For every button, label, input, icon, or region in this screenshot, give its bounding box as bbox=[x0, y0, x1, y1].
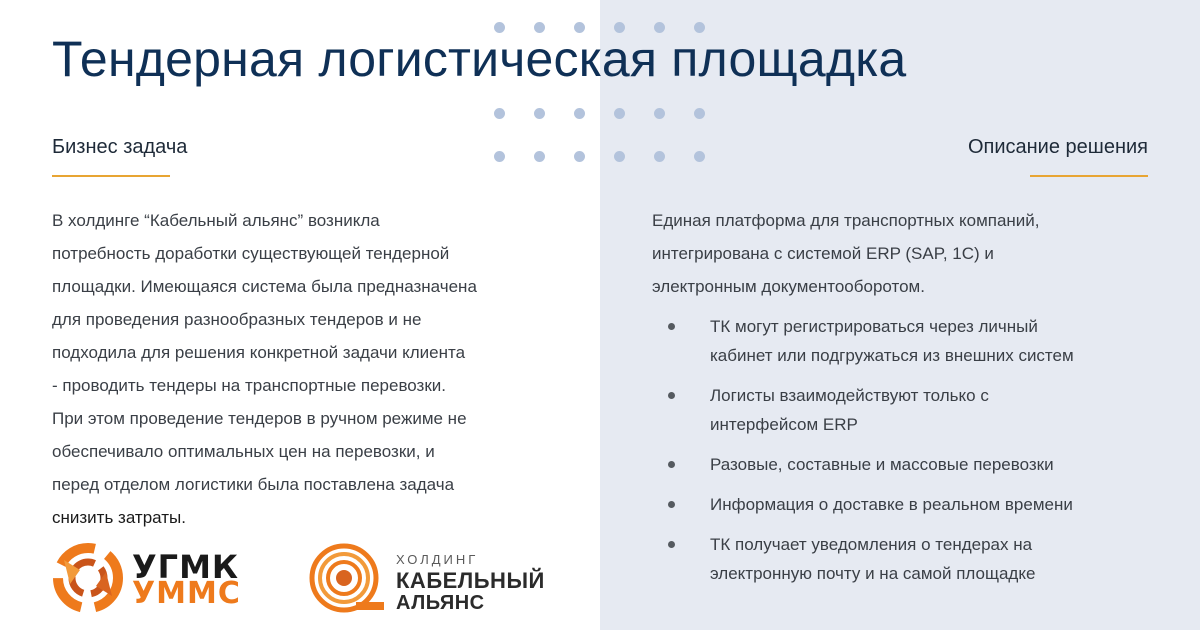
bullet-line: ТК получает уведомления о тендерах на bbox=[710, 535, 1033, 554]
decorative-dot bbox=[574, 108, 585, 119]
intro-line: электронным документооборотом. bbox=[652, 277, 925, 296]
bullet-icon bbox=[668, 501, 675, 508]
task-line: для проведения разнообразных тендеров и не bbox=[52, 310, 422, 329]
cable-alliance-logo bbox=[306, 540, 556, 616]
decorative-dot bbox=[534, 108, 545, 119]
bullet-line: Разовые, составные и массовые перевозки bbox=[710, 455, 1054, 474]
heading-underline-right bbox=[1030, 175, 1148, 177]
ugmk-wordmark: УГМК bbox=[132, 548, 240, 586]
decorative-dot bbox=[494, 108, 505, 119]
bullet-line: Информация о доставке в реальном времени bbox=[710, 495, 1073, 514]
decorative-dot bbox=[494, 151, 505, 162]
task-line: обеспечивало оптимальных цен на перевозки, и bbox=[52, 442, 435, 461]
bullet-line: интерфейсом ERP bbox=[710, 415, 858, 434]
task-highlight: снизить затраты. bbox=[52, 508, 186, 527]
page-title: Тендерная логистическая площадка bbox=[52, 31, 907, 87]
task-line: При этом проведение тендеров в ручном режиме не bbox=[52, 409, 467, 428]
decorative-dot bbox=[654, 151, 665, 162]
bullet-line: ТК могут регистрироваться через личный bbox=[710, 317, 1038, 336]
decorative-dot bbox=[614, 151, 625, 162]
bullet-line: кабинет или подгружаться из внешних систем bbox=[710, 346, 1074, 365]
business-task-text bbox=[52, 204, 572, 534]
task-line: - проводить тендеры на транспортные перевозки. bbox=[52, 376, 446, 395]
list-item bbox=[666, 381, 1166, 439]
decorative-dot bbox=[574, 151, 585, 162]
bullet-line: Логисты взаимодействуют только с bbox=[710, 386, 989, 405]
list-item bbox=[666, 530, 1166, 588]
ugmk-umms-logo bbox=[50, 540, 270, 616]
solution-heading: Описание решения bbox=[967, 136, 1148, 158]
cable-alliance-rings-icon bbox=[306, 540, 386, 616]
list-item bbox=[666, 490, 1166, 519]
bullet-line: электронную почту и на самой площадке bbox=[710, 564, 1036, 583]
bullet-icon bbox=[668, 323, 675, 330]
list-item bbox=[666, 312, 1166, 370]
bullet-icon bbox=[668, 461, 675, 468]
alliance-wordmark-line2: АЛЬЯНС bbox=[396, 592, 485, 614]
solution-bullet-list bbox=[666, 312, 1166, 599]
bullet-icon bbox=[668, 541, 675, 548]
task-line: площадки. Имеющаяся система была предназначена bbox=[52, 277, 477, 296]
umms-wordmark: УММС bbox=[132, 576, 241, 611]
decorative-dot bbox=[654, 108, 665, 119]
decorative-dot bbox=[694, 108, 705, 119]
task-line: потребность доработки существующей тендерной bbox=[52, 244, 450, 263]
intro-line: Единая платформа для транспортных компаний, bbox=[652, 211, 1040, 230]
decorative-dot bbox=[694, 151, 705, 162]
alliance-holding-label: ХОЛДИНГ bbox=[396, 552, 479, 567]
decorative-dot bbox=[534, 151, 545, 162]
bullet-icon bbox=[668, 392, 675, 399]
heading-underline-left bbox=[52, 175, 170, 177]
task-line: В холдинге “Кабельный альянс” возникла bbox=[52, 211, 380, 230]
decorative-dot bbox=[614, 108, 625, 119]
task-line: подходила для решения конкретной задачи клиента bbox=[52, 343, 466, 362]
business-task-heading: Бизнес задача bbox=[52, 136, 188, 158]
intro-line: интегрирована с системой ERP (SAP, 1С) и bbox=[652, 244, 994, 263]
list-item bbox=[666, 450, 1166, 479]
task-line: перед отделом логистики была поставлена задача bbox=[52, 475, 455, 494]
alliance-wordmark-line1: КАБЕЛЬНЫЙ bbox=[396, 568, 545, 593]
ugmk-swirl-icon bbox=[50, 540, 126, 616]
solution-intro bbox=[652, 204, 1162, 303]
